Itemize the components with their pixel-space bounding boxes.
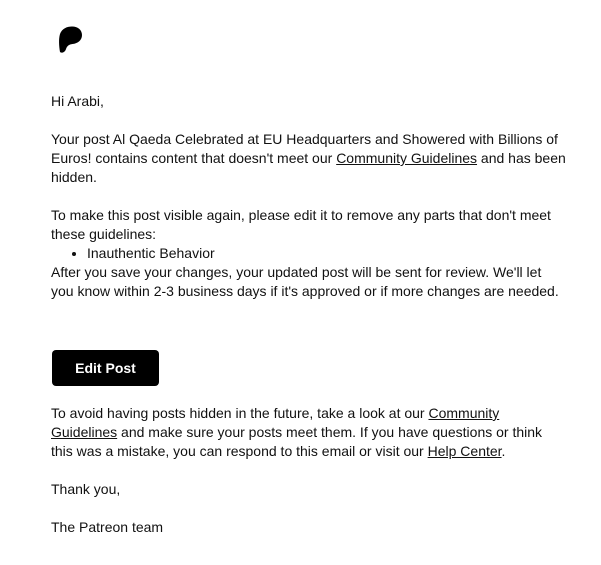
- signoff-line: The Patreon team: [51, 519, 164, 535]
- future-guidance-paragraph: [51, 404, 566, 461]
- edit-post-button[interactable]: Edit Post: [52, 350, 159, 386]
- patreon-logo-icon: [56, 25, 86, 55]
- edit-instructions-outro: After you save your changes, your updated post will be sent for review. We'll let you know within 2-3 business days if it's approved or if more changes are needed.: [51, 264, 559, 299]
- community-guidelines-link-2[interactable]: Community Guidelines: [51, 405, 500, 440]
- guidance-text-end: .: [501, 443, 506, 459]
- greeting: Hi Arabi,: [51, 93, 104, 109]
- notice-text-end: and has been hidden.: [51, 150, 566, 185]
- edit-instructions-intro: To make this post visible again, please edit it to remove any parts that don't meet these guidelines:: [51, 207, 551, 242]
- guidance-text-middle: and make sure your posts meet them. If you have questions or think this was a mistake, you can respond to this email or visit our: [51, 424, 543, 459]
- help-center-link[interactable]: Help Center: [427, 443, 502, 459]
- hidden-notice-paragraph: [51, 130, 566, 187]
- notice-text: Your post Al Qaeda Celebrated at EU Headquarters and Showered with Billions of Euros! contains content that doesn't meet our: [51, 131, 558, 166]
- guidance-text: To avoid having posts hidden in the future, take a look at our: [51, 405, 429, 421]
- guideline-item: • Inauthentic Behavior: [87, 244, 566, 263]
- thanks-line: Thank you,: [51, 481, 121, 497]
- community-guidelines-link[interactable]: Community Guidelines: [336, 150, 478, 166]
- violated-guidelines-list: [51, 244, 566, 263]
- edit-instructions: [51, 206, 566, 301]
